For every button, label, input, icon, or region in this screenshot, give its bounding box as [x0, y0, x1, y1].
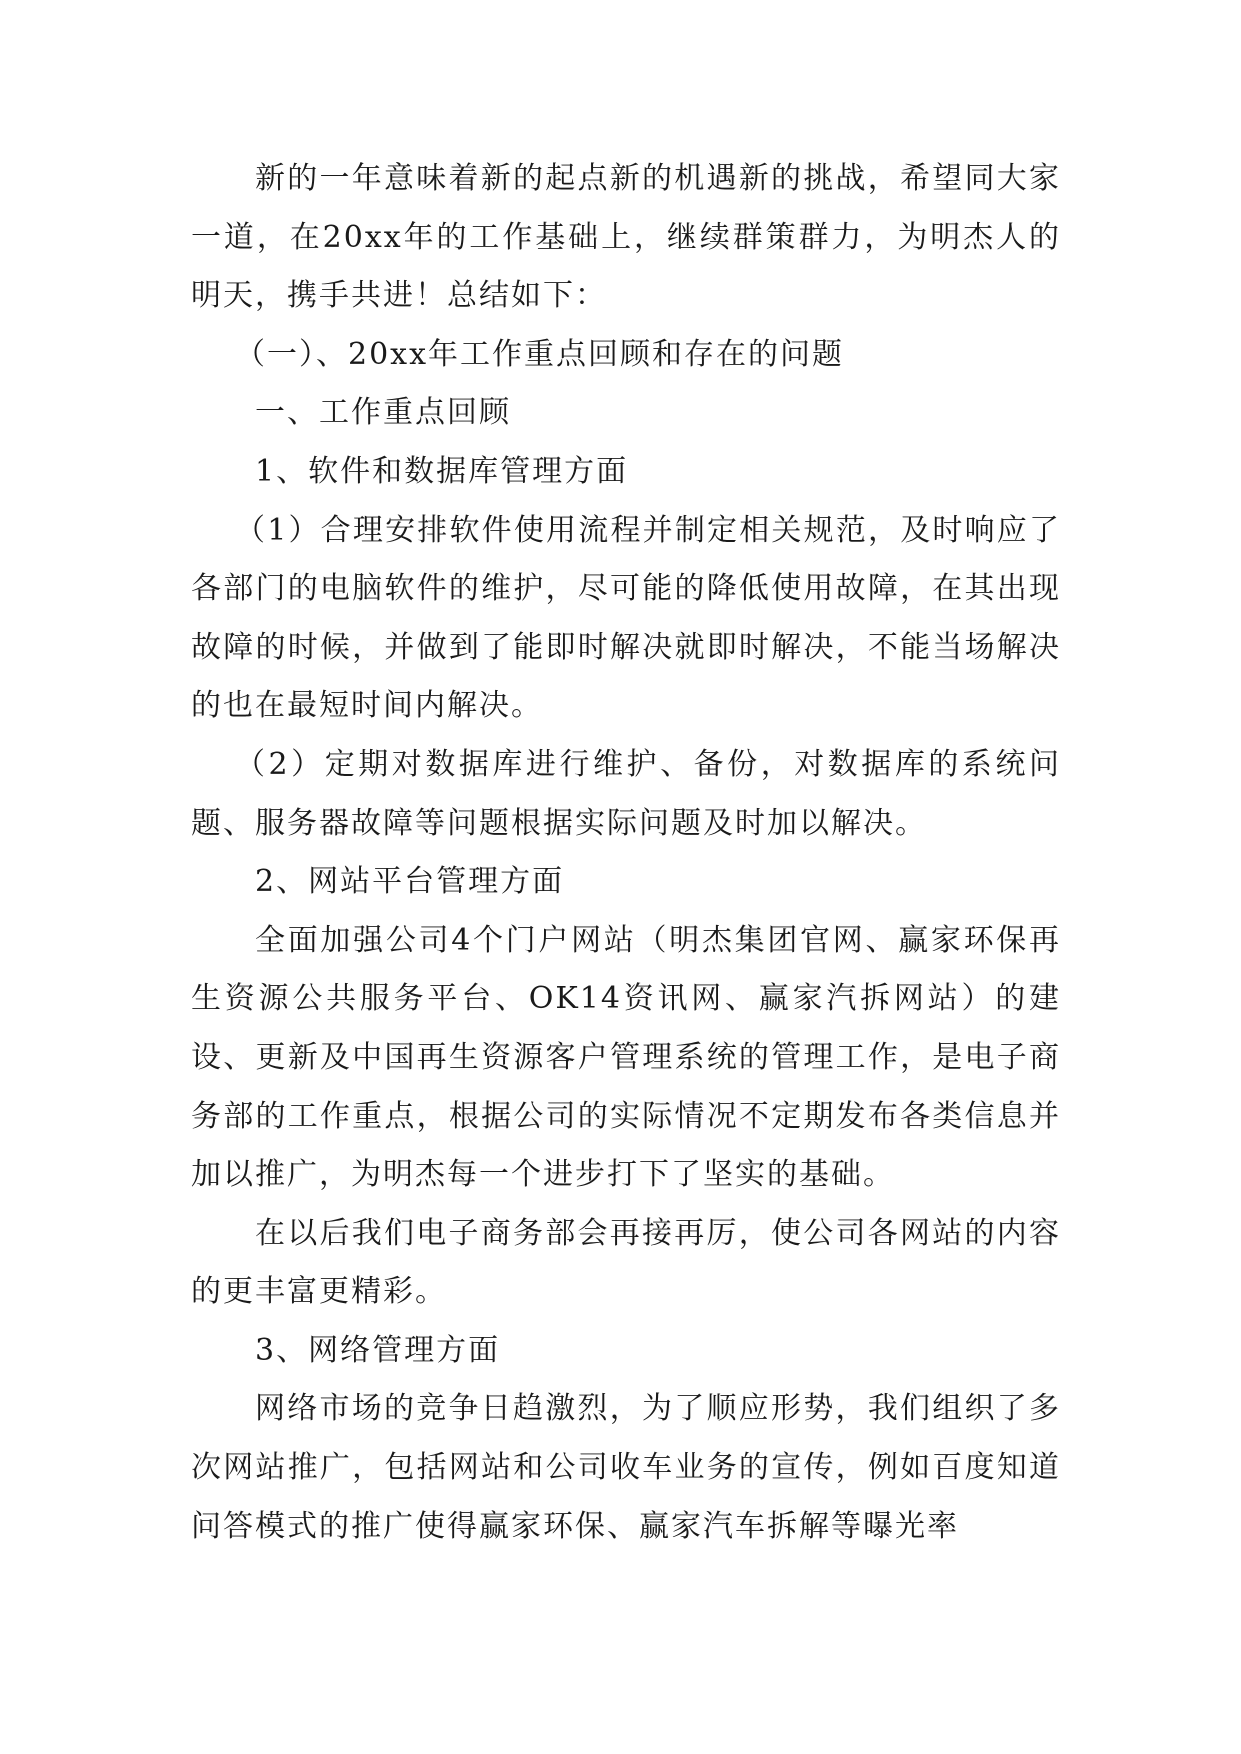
- paragraph-website-portals: 全面加强公司4个门户网站（明杰集团官网、赢家环保再生资源公共服务平台、OK14资讯网、赢家汽拆网站）的建设、更新及中国再生资源客户管理系统的管理工作，是电子商务部的工作重点，根据公司的实际情况不定期发布各类信息并加以推广，为明杰每一个进步打下了坚实的基础。: [191, 922, 1061, 1193]
- paragraph-software-process: （1）合理安排软件使用流程并制定相关规范，及时响应了各部门的电脑软件的维护，尽可能的降低使用故障，在其出现故障的时候，并做到了能即时解决就即时解决，不能当场解决的也在最短时间内解决。: [191, 512, 1061, 724]
- item-heading-website-platform: 2、网站平台管理方面: [255, 864, 565, 900]
- paragraph-database-maintenance: （2）定期对数据库进行维护、备份，对数据库的系统问题、服务器故障等问题根据实际问题及时加以解决。: [191, 746, 1061, 841]
- document-body: [191, 150, 1061, 1556]
- item-heading-network-management: 3、网络管理方面: [255, 1332, 501, 1368]
- section-heading-review: （一）、20xx年工作重点回顾和存在的问题: [235, 336, 845, 372]
- subsection-heading-key-work: 一、工作重点回顾: [255, 395, 511, 431]
- paragraph-network-promotion: 网络市场的竞争日趋激烈，为了顺应形势，我们组织了多次网站推广，包括网站和公司收车业务的宣传，例如百度知道问答模式的推广使得赢家环保、赢家汽车拆解等曝光率: [191, 1391, 1061, 1544]
- paragraph-website-future: 在以后我们电子商务部会再接再厉，使公司各网站的内容的更丰富更精彩。: [191, 1215, 1061, 1310]
- item-heading-software-database: 1、软件和数据库管理方面: [255, 453, 629, 489]
- paragraph-intro: 新的一年意味着新的起点新的机遇新的挑战，希望同大家一道，在20xx年的工作基础上，继续群策群力，为明杰人的明天，携手共进！总结如下：: [191, 161, 1061, 314]
